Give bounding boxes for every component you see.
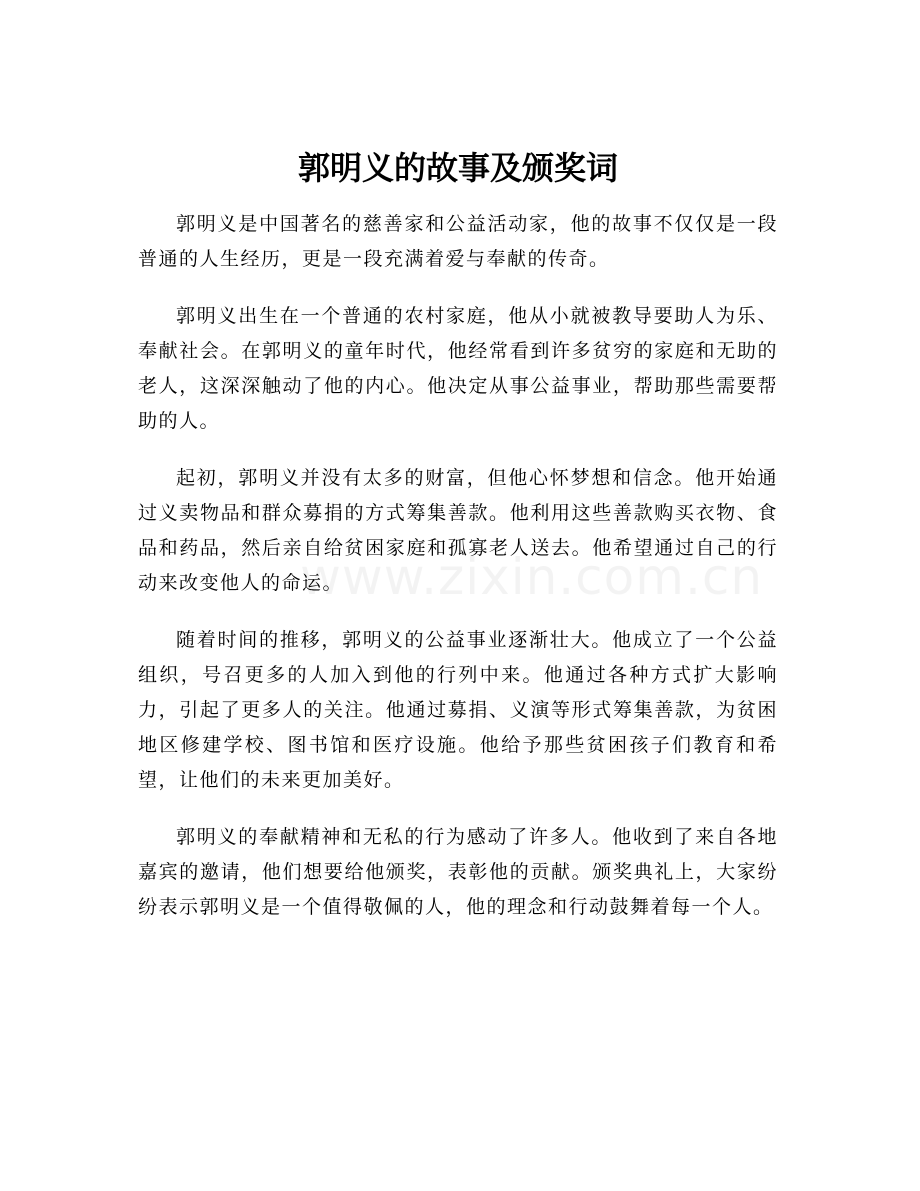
document-body — [138, 143, 778, 925]
paragraph-4: 随着时间的推移，郭明义的公益事业逐渐壮大。他成立了一个公益组织，号召更多的人加入到他的行列中来。他通过各种方式扩大影响力，引起了更多人的关注。他通过募捐、义演等形式筹集善款，为贫困地区修建学校、图书馆和医疗设施。他给予那些贫困孩子们教育和希望，让他们的未来更加美好。 — [138, 629, 778, 791]
document-title: 郭明义的故事及颁奖词 — [297, 149, 618, 187]
paragraph-2: 郭明义出生在一个普通的农村家庭，他从小就被教导要助人为乐、奉献社会。在郭明义的童年时代，他经常看到许多贫穷的家庭和无助的老人，这深深触动了他的内心。他决定从事公益事业，帮助那些需要帮助的人。 — [138, 305, 778, 432]
paragraph-3: 起初，郭明义并没有太多的财富，但他心怀梦想和信念。他开始通过义卖物品和群众募捐的方式筹集善款。他利用这些善款购买衣物、食品和药品，然后亲自给贫困家庭和孤寡老人送去。他希望通过自己的行动来改变他人的命运。 — [138, 467, 778, 594]
paragraph-1: 郭明义是中国著名的慈善家和公益活动家，他的故事不仅仅是一段普通的人生经历，更是一段充满着爱与奉献的传奇。 — [138, 213, 778, 270]
paragraph-5: 郭明义的奉献精神和无私的行为感动了许多人。他收到了来自各地嘉宾的邀请，他们想要给他颁奖，表彰他的贡献。颁奖典礼上，大家纷纷表示郭明义是一个值得敬佩的人，他的理念和行动鼓舞着每一个人。 — [138, 826, 778, 918]
